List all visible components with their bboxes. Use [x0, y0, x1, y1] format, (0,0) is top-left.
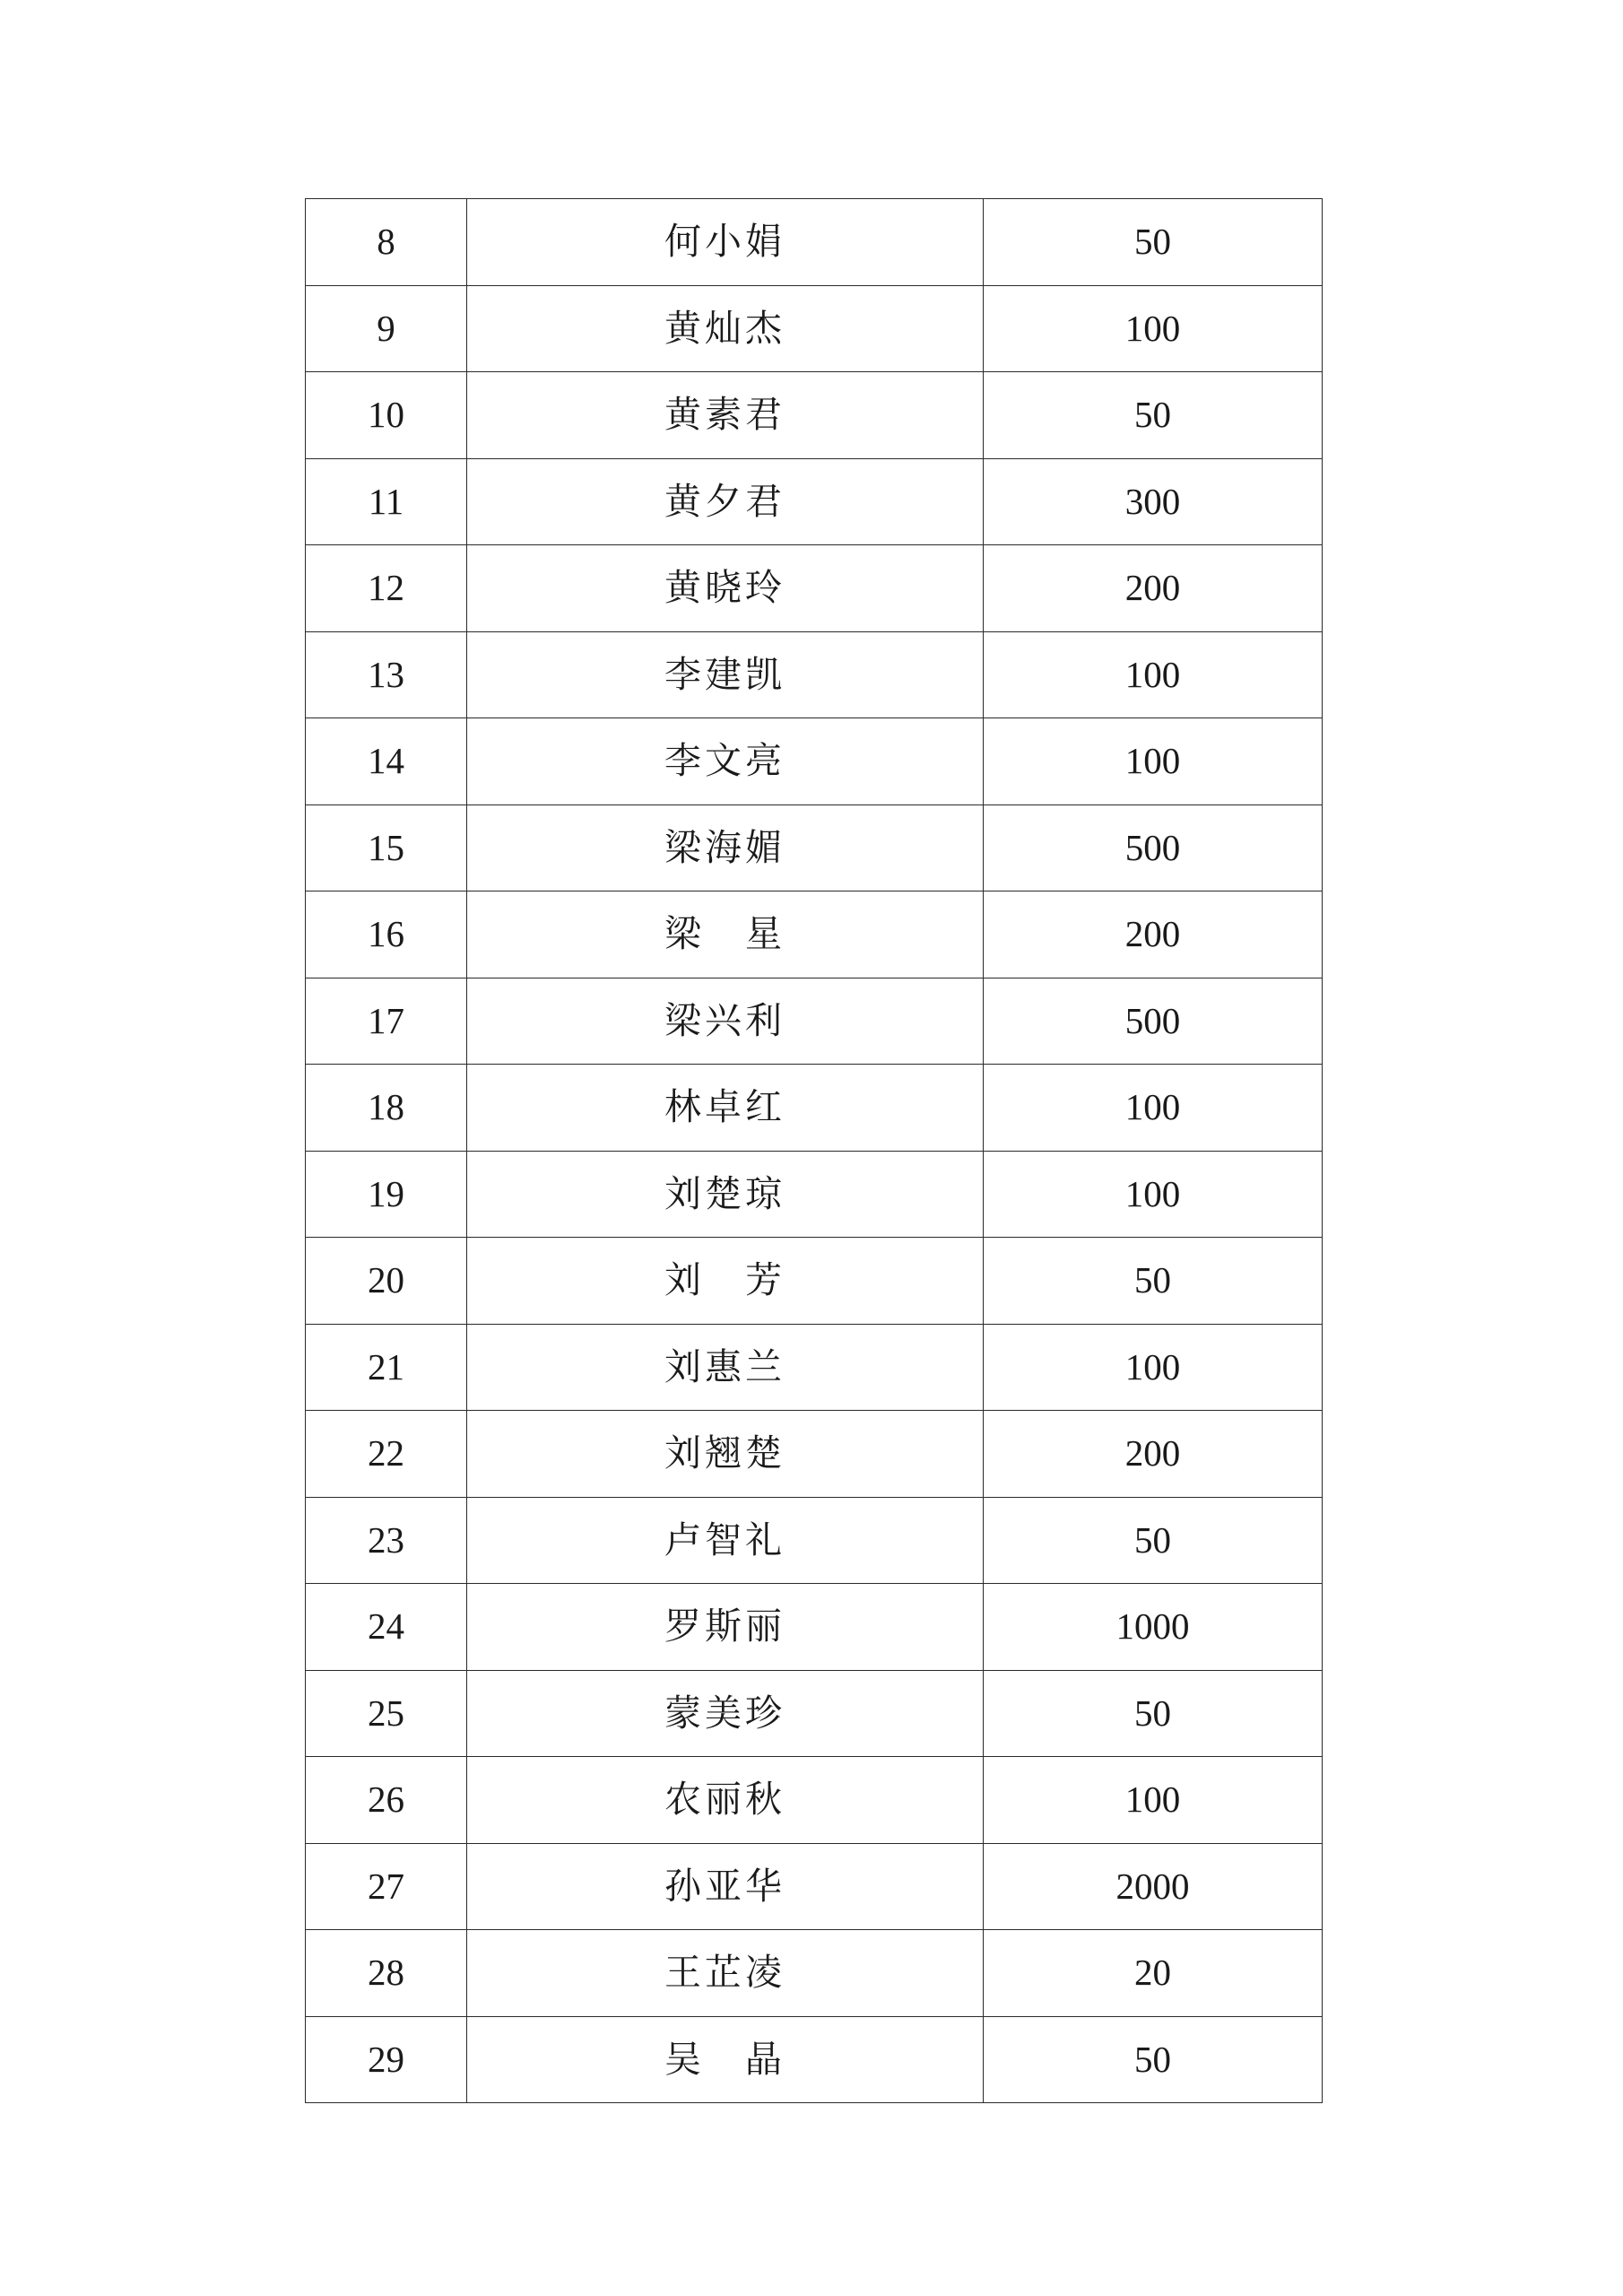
amount-cell: 100 — [984, 718, 1323, 805]
row-number-cell: 20 — [306, 1238, 467, 1325]
row-number-cell: 8 — [306, 199, 467, 286]
table-row — [306, 1584, 1323, 1671]
table-row — [306, 1670, 1323, 1757]
amount-cell: 100 — [984, 1151, 1323, 1238]
table-row — [306, 2016, 1323, 2103]
amount-cell: 100 — [984, 1065, 1323, 1152]
table-row — [306, 1497, 1323, 1584]
amount-cell: 50 — [984, 2016, 1323, 2103]
name-cell: 梁海媚 — [467, 804, 984, 891]
table-row — [306, 545, 1323, 632]
table-row — [306, 1411, 1323, 1498]
row-number-cell: 11 — [306, 458, 467, 545]
table-row — [306, 1843, 1323, 1930]
table-row — [306, 804, 1323, 891]
amount-cell: 2000 — [984, 1843, 1323, 1930]
amount-cell: 50 — [984, 372, 1323, 459]
amount-cell: 100 — [984, 285, 1323, 372]
amount-cell: 100 — [984, 631, 1323, 718]
table-row — [306, 631, 1323, 718]
name-cell: 刘楚琼 — [467, 1151, 984, 1238]
name-cell: 何小娟 — [467, 199, 984, 286]
amount-cell: 50 — [984, 1238, 1323, 1325]
row-number-cell: 24 — [306, 1584, 467, 1671]
row-number-cell: 16 — [306, 891, 467, 978]
table-row — [306, 1238, 1323, 1325]
row-number-cell: 29 — [306, 2016, 467, 2103]
table-row — [306, 458, 1323, 545]
row-number-cell: 15 — [306, 804, 467, 891]
amount-cell: 200 — [984, 545, 1323, 632]
row-number-cell: 28 — [306, 1930, 467, 2017]
table-row — [306, 199, 1323, 286]
name-cell: 黄灿杰 — [467, 285, 984, 372]
table-row — [306, 891, 1323, 978]
row-number-cell: 17 — [306, 978, 467, 1065]
amount-cell: 500 — [984, 978, 1323, 1065]
name-cell: 李文亮 — [467, 718, 984, 805]
donation-table — [305, 198, 1323, 2103]
row-number-cell: 21 — [306, 1324, 467, 1411]
row-number-cell: 25 — [306, 1670, 467, 1757]
table-row — [306, 1757, 1323, 1844]
name-cell: 吴 晶 — [467, 2016, 984, 2103]
row-number-cell: 19 — [306, 1151, 467, 1238]
row-number-cell: 10 — [306, 372, 467, 459]
name-cell: 黄晓玲 — [467, 545, 984, 632]
name-cell: 孙亚华 — [467, 1843, 984, 1930]
row-number-cell: 26 — [306, 1757, 467, 1844]
name-cell: 王芷凌 — [467, 1930, 984, 2017]
table-row — [306, 1324, 1323, 1411]
amount-cell: 20 — [984, 1930, 1323, 2017]
table-row — [306, 978, 1323, 1065]
name-cell: 卢智礼 — [467, 1497, 984, 1584]
name-cell: 林卓红 — [467, 1065, 984, 1152]
row-number-cell: 18 — [306, 1065, 467, 1152]
table-row — [306, 1151, 1323, 1238]
amount-cell: 50 — [984, 1670, 1323, 1757]
name-cell: 李建凯 — [467, 631, 984, 718]
amount-cell: 500 — [984, 804, 1323, 891]
amount-cell: 100 — [984, 1757, 1323, 1844]
name-cell: 刘 芳 — [467, 1238, 984, 1325]
row-number-cell: 13 — [306, 631, 467, 718]
table-row — [306, 718, 1323, 805]
row-number-cell: 14 — [306, 718, 467, 805]
name-cell: 黄夕君 — [467, 458, 984, 545]
row-number-cell: 22 — [306, 1411, 467, 1498]
amount-cell: 300 — [984, 458, 1323, 545]
name-cell: 黄素君 — [467, 372, 984, 459]
amount-cell: 200 — [984, 891, 1323, 978]
table-row — [306, 372, 1323, 459]
row-number-cell: 9 — [306, 285, 467, 372]
row-number-cell: 23 — [306, 1497, 467, 1584]
name-cell: 梁兴利 — [467, 978, 984, 1065]
name-cell: 蒙美珍 — [467, 1670, 984, 1757]
name-cell: 刘翘楚 — [467, 1411, 984, 1498]
table-row — [306, 1065, 1323, 1152]
table-row — [306, 1930, 1323, 2017]
name-cell: 梁 星 — [467, 891, 984, 978]
name-cell: 刘惠兰 — [467, 1324, 984, 1411]
amount-cell: 200 — [984, 1411, 1323, 1498]
amount-cell: 50 — [984, 199, 1323, 286]
name-cell: 农丽秋 — [467, 1757, 984, 1844]
row-number-cell: 27 — [306, 1843, 467, 1930]
amount-cell: 100 — [984, 1324, 1323, 1411]
table-row — [306, 285, 1323, 372]
amount-cell: 50 — [984, 1497, 1323, 1584]
row-number-cell: 12 — [306, 545, 467, 632]
amount-cell: 1000 — [984, 1584, 1323, 1671]
name-cell: 罗斯丽 — [467, 1584, 984, 1671]
